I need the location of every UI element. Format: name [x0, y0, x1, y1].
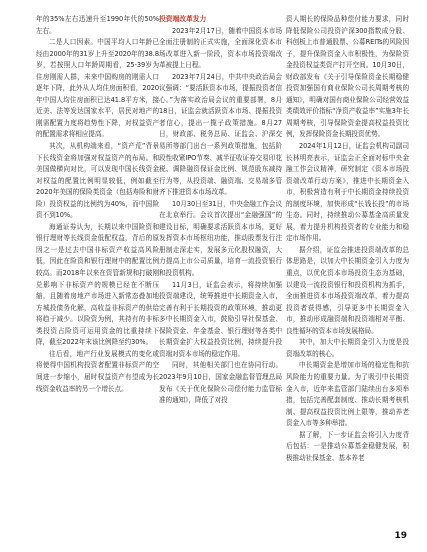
paragraph: 海通证券认为，长期以来中国险资和银行理财等长线资金低配权益，背后的原因之一是过去中国非标资产收益高风险低，因此在险资和银行理财中的配置比例较高。而2018年以来在资管新规和打破刚兑影响下非标资产的规模已经在不断压缩，且随着房地产市场进入新常态叠加地方城投债务化解，高收益非标资产的供给将趋于减少。以险资为例，其持有的非标类投资占险资可运用资金的比重持续下降，截至2022年末该比例降至约30%。	[36, 222, 159, 347]
paragraph-continued: 资人期长的保险品种偿付能力要求，同时降低保险公司投资沪深300指数成分股、科创板上市普通股票、公募REITs的风险因子，提升保险资金入市积极性，为保险资金投资权益类资产打开空间。10月30日，财政部发布《关于引导保险资金长期稳健投资加强国有商业保险公司长周期考核的通知》，明确对国有商业保险公司经营效益类绩效评价指标“净资产收益率”实施3年长周期考核，引导保险资金提高权益投资比例，发挥保险资金长期投资优势。	[286, 15, 409, 139]
paragraph: 其次，从机构端来看，“资产荒”背景下长线资金将加强对权益资产的布局。和美国做横向对比，可以发现中国长线资金对权益的配置比例明显较低，例如截至2020年美国的保险类资金（包括寿险和财险）投资权益的比例约为40%，而中国险资不到10%。	[36, 142, 159, 220]
text-column-right	[286, 14, 409, 518]
paragraph: 2023年7月24日，中共中央政治局会议强调：“要活跃资本市场，提振投资者信心。”为落实政治局会议的重要部署，8月18日，证监会就活跃资本市场、提振投资者信心，提出一揽子政策措施。8月27日，财政部、税务总局、证监会、沪深交易所等部门出台一系列政策措施，包括阶段性收紧IPO节奏、减半征收证券交易印花税、调降融资保证金比例、规范股东减持行为等，从投资端、融资端、交易端多管齐下推进资本市场改革。	[159, 72, 282, 197]
paragraph: 同时，其他相关部门也在协同行动。2023年9月10日，国家金融监督管理总局发布《关于优化保险公司偿付能力监管标准的通知》，降低了对投	[159, 361, 282, 405]
paragraph-continued: 年的35%左右迅速升至1990年代的50%左右。	[36, 15, 159, 35]
paragraph: 二是人口因素。中国平均人口年龄已经由2000年的31岁上升至2020年的38.8岁，若按照人口年龄周期看，25-39岁为住房刚需人群，未来中国购房的刚需人口逐年下降，此外从人均住房面积看，2020年中国人均住房面积已达41.8平方米，接近美、法等发达国家水平，居民对地产的刚需配置力度将趋势性下降，对权益资产的配置需求将相应提高。	[36, 38, 159, 139]
paragraph: 2024年1月12日，证监会机构司副司长林明亮表示，证监会正全面对标中央金融工作会议精神，研究制定《资本市场投资端改革行动方案》，推进中长期资金入市，积极营造有利于中长期资金持续投资的制度环境，加快形成“长钱长投”的市场生态。同时，持续推动公募基金高质量发展，着力提升机构投资者的专业能力和稳定市场作用。	[286, 142, 409, 243]
text-column-middle	[159, 14, 282, 518]
paragraph: 据了解，下一步证监会将引入力度背后包括：一是推动公募基金稳健发展，积极推动社保基金、基本养老	[286, 430, 409, 462]
paragraph: 10月30日至31日，中央金融工作会议在北京举行。会议首次提出“金融强国”的建设目标，明确要求活跃资本市场，更好发挥资本市场枢纽功能，推动股票发行注册制走深走实，发展多元化股权融资，大力提高上市公司质量，培育一流投资银行和投资机构。	[159, 199, 282, 278]
section-heading: 投资端改革发力	[159, 15, 207, 23]
text-column-left	[36, 14, 159, 518]
paragraph: 2023年2月17日，随着中国资本市场全面注册制的正式实施，全面深化资本市场改革进入新一阶段，资本市场投资端改革被提上日程。	[159, 26, 282, 70]
page-number: 19	[394, 531, 407, 541]
paragraph: 据介绍，证监会推进投资端改革的总体思路是，以加大中长期资金引入力度为重点，以优化资本市场投资生态为基础，以建设一流投资银行和投资机构为抓手，全面推进资本市场投资端改革，着力提高投资者获得感，引导更多中长期资金入市，推动形成融资端和投资端相对平衡、良性循环的资本市场发展格局。	[286, 245, 409, 335]
paragraph: 11月3日，证监会表示，将持续加强投资端建设，统筹推进中长期资金入市，完善有利于长期投资的政策环境，推动更多中长期资金入市，鼓励引导社保基金、保险资金、年金基金、银行理财等各类中长期资金扩大权益投资比例，持续提升投资端对资本市场的稳定作用。	[159, 280, 282, 358]
paragraph: 其中，加大中长期资金引入力度是投资端改革的核心。	[286, 338, 409, 358]
paragraph: 中长期资金是增加市场的稳定性和抗风险能力的重要力量。为了吸引中长期资金入市，近年来监管部门陆续出台多项举措，包括完善配套制度、推动长期考核机制、提高权益投资比例上限等，推动养老资金入市等多种举措。	[286, 361, 409, 428]
paragraph: 往后看，地产行业发展模式的变化或将使得中国机构投资者配置非标资产的空间进一步缩小，届时权益资产有望成为长线资金收益率的另一个增长点。	[36, 349, 159, 393]
